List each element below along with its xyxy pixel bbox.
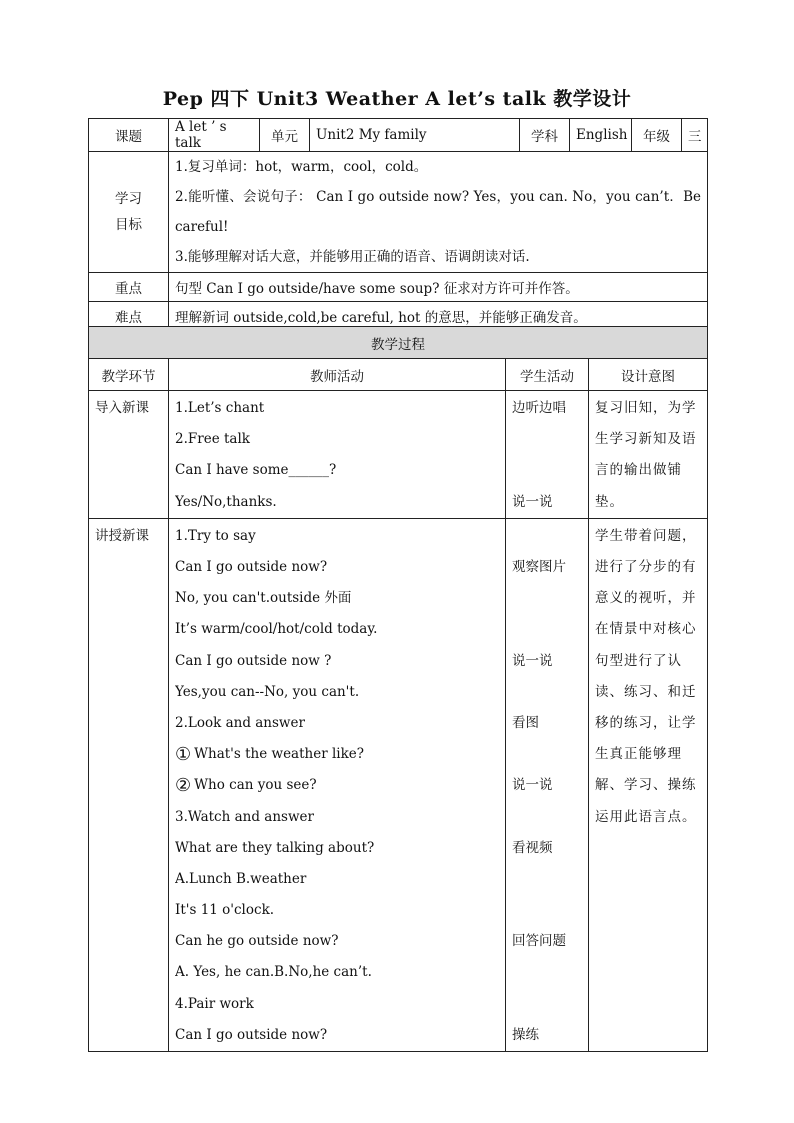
info-table: [88, 118, 708, 331]
question-text: Who can you see?: [194, 777, 317, 794]
teacher-line: It's 11 o'clock.: [175, 902, 275, 919]
course-value: A let ’ s talk: [169, 119, 260, 152]
student-line: [512, 957, 582, 988]
column-header: 教学环节: [89, 359, 169, 391]
teacher-line: A.Lunch B.weather: [175, 870, 307, 887]
question-text: What's the weather like?: [194, 746, 365, 763]
intent-cell: [589, 391, 708, 519]
teacher-line-numbered: [175, 739, 499, 770]
teacher-line: A. Yes, he can.B.No,he can’t.: [175, 964, 372, 981]
intent-text: 学生带着问题，进行了分步的有意义的视听，并在情景中对核心句型进行了认读、练习、和迁移的练习，让学生真正能够理解、学习、操练运用此语言点。: [595, 527, 697, 825]
teacher-line: What are they talking about?: [175, 839, 375, 856]
goals-content: [169, 152, 708, 273]
teacher-line: 1.Let’s chant: [175, 400, 265, 416]
grade-label: 年级: [632, 119, 682, 152]
student-line: [512, 424, 582, 455]
student-line: [512, 677, 582, 708]
teacher-line: Can I go outside now?: [175, 559, 328, 575]
teacher-line: 4.Pair work: [175, 995, 254, 1012]
stage-cell: [89, 391, 169, 519]
goals-label-text: 学习目标: [115, 191, 142, 233]
process-band: 教学过程: [89, 327, 708, 359]
unit-value: Unit2 My family: [310, 119, 520, 152]
key-points-label: 重点: [89, 273, 169, 302]
student-line: [512, 895, 582, 926]
intent-cell: [589, 518, 708, 1051]
teacher-line: Yes/No,thanks.: [175, 493, 277, 510]
unit-label: 单元: [260, 119, 310, 152]
teacher-line: Can he go outside now?: [175, 933, 339, 950]
difficulties-label: 难点: [89, 302, 169, 331]
key-points-value: 句型 Can I go outside/have some soup? 征求对方许可并作答。: [169, 273, 708, 302]
student-activity-cell: [506, 518, 589, 1051]
teacher-line: No, you can't.outside 外面: [175, 590, 352, 607]
student-line: 边听边唱: [512, 400, 566, 416]
student-line: 观察图片: [512, 559, 566, 575]
stage-cell: [89, 518, 169, 1051]
student-line: 说一说: [512, 652, 553, 669]
student-line: [512, 583, 582, 614]
circled-number-1: ①: [175, 743, 192, 765]
column-header: 学生活动: [506, 359, 589, 391]
student-line: [512, 802, 582, 833]
teacher-line: Can I have some______?: [175, 462, 337, 479]
teacher-line: Can I go outside now?: [175, 1026, 328, 1043]
student-line: [512, 739, 582, 770]
student-line: 看图: [512, 714, 539, 731]
student-line: [512, 989, 582, 1020]
goal-item: 2.能听懂、会说句子： Can I go outside now? Yes，you can. No，you can’t．Be careful!: [175, 189, 701, 235]
goals-label: [89, 152, 169, 273]
teacher-line: Can I go outside now ?: [175, 652, 332, 669]
stage-label: 讲授新课: [95, 527, 149, 544]
student-line: [512, 455, 582, 486]
student-line: 说一说: [512, 493, 553, 510]
goal-item: 1.复习单词：hot，warm，cool，cold。: [175, 159, 428, 175]
teacher-line: It’s warm/cool/hot/cold today.: [175, 621, 378, 638]
difficulties-value: 理解新词 outside,cold,be careful, hot 的意思，并能够正确发音。: [169, 302, 708, 331]
student-line: [512, 614, 582, 645]
student-line: [512, 864, 582, 895]
teacher-line: 1.Try to say: [175, 527, 256, 544]
student-line: 回答问题: [512, 933, 566, 950]
column-header: 设计意图: [589, 359, 708, 391]
grade-value: 三: [682, 119, 708, 152]
student-line: 操练: [512, 1026, 539, 1043]
student-activity-cell: [506, 391, 589, 519]
document-title: Pep 四下 Unit3 Weather A let’s talk 教学设计: [162, 88, 632, 110]
subject-label: 学科: [520, 119, 570, 152]
teacher-activity-cell: [169, 518, 506, 1051]
teacher-line: 2.Look and answer: [175, 714, 305, 731]
course-label: 课题: [89, 119, 169, 152]
circled-number-2: ②: [175, 774, 192, 796]
student-line: [512, 521, 582, 552]
intent-text: 复习旧知，为学生学习新知及语言的输出做铺垫。: [595, 400, 697, 510]
student-line: 说一说: [512, 777, 553, 794]
student-line: 看视频: [512, 839, 553, 856]
stage-label: 导入新课: [95, 400, 149, 416]
goal-item: 3.能够理解对话大意，并能够用正确的语音、语调朗读对话.: [175, 249, 530, 265]
column-header: 教师活动: [169, 359, 506, 391]
teacher-line: 2.Free talk: [175, 431, 250, 448]
teacher-activity-cell: [169, 391, 506, 519]
teacher-line: 3.Watch and answer: [175, 808, 314, 825]
process-table: [88, 326, 708, 1052]
teacher-line-numbered: [175, 770, 499, 801]
subject-value: English: [570, 119, 632, 152]
teacher-line: Yes,you can--No, you can't.: [175, 683, 360, 700]
